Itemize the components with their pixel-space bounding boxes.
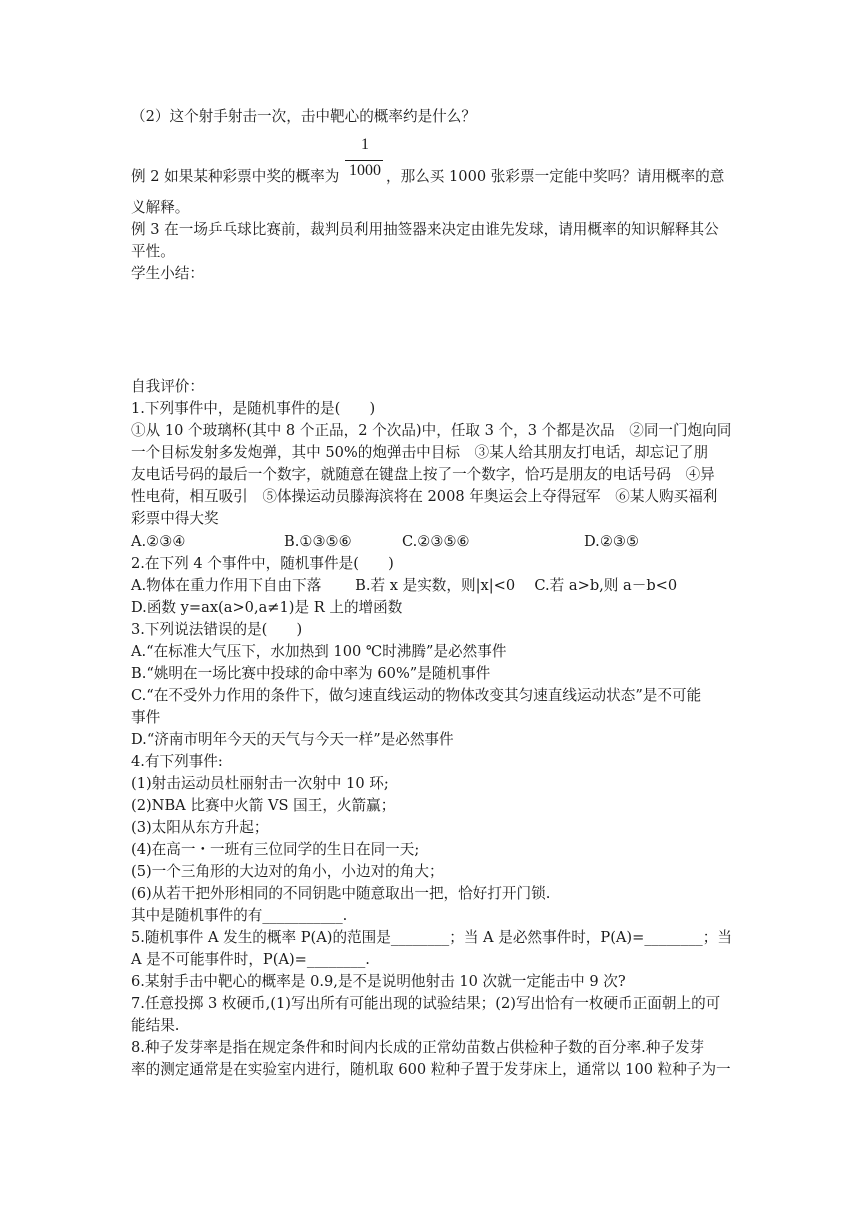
probability-fraction [345, 136, 385, 188]
question-4-item: (5)一个三角形的大边对的角小，小边对的角大； [131, 863, 444, 880]
question-1-option-a: A.②③④ [131, 533, 186, 550]
question-1-text-line: 友电话号码的最后一个数字，就随意在键盘上按了一个数字，恰巧是朋友的电话号码 ④异 [131, 466, 715, 483]
fraction-numerator: 1 [361, 136, 369, 153]
question-4-item: (1)射击运动员杜丽射击一次射中 10 环; [131, 775, 389, 792]
question-2-options-line: D.函数 y=ax(a>0,a≠1)是 R 上的增函数 [131, 599, 403, 616]
question-1-option-b: B.①③⑤⑥ [284, 533, 352, 550]
question-3-option-b: B.“姚明在一场比赛中投球的命中率为 60%”是随机事件 [131, 665, 491, 682]
question-6-line: 6.某射手击中靶心的概率是 0.9,是不是说明他射击 10 次就一定能击中 9 次? [131, 973, 626, 990]
fraction-bar [345, 160, 383, 161]
question-4-item: (2)NBA 比赛中火箭 VS 国王，火箭赢； [131, 797, 396, 814]
example-2-line-b: ，那么买 1000 张彩票一定能中奖吗？请用概率的意 [386, 168, 725, 185]
question-4-stem: 4.有下列事件: [131, 753, 223, 770]
question-7-line: 7.任意投掷 3 枚硬币,(1)写出所有可能出现的试验结果；(2)写出恰有一枚硬币正面朝上的可 [131, 995, 721, 1012]
example-2-line-c: 义解释。 [131, 199, 190, 216]
question-2-options-line: A.物体在重力作用下自由下落 B.若 x 是实数，则|x|<0 C.若 a>b,则 a－b<0 [131, 577, 678, 594]
question-7-line: 能结果. [131, 1017, 180, 1034]
example-3-line-b: 平性。 [131, 243, 175, 260]
question-1-text-line: 彩票中得大奖 [131, 510, 219, 527]
question-3-option-d: D.“济南市明年今天的天气与今天一样”是必然事件 [131, 731, 454, 748]
question-1-text-line: ①从 10 个玻璃杯(其中 8 个正品，2 个次品)中，任取 3 个，3 个都是次品 ②同一门炮向同 [131, 422, 732, 439]
question-1-option-c: C.②③⑤⑥ [402, 533, 470, 550]
question-4-item: (6)从若干把外形相同的不同钥匙中随意取出一把，恰好打开门锁. [131, 885, 551, 902]
question-4-item: (3)太阳从东方升起； [131, 819, 269, 836]
question-3-option-c: C.“在不受外力作用的条件下，做匀速直线运动的物体改变其匀速直线运动状态”是不可能 [131, 687, 702, 704]
question-1-text-line: 一个目标发射多发炮弹，其中 50%的炮弹击中目标 ③某人给其朋友打电话，却忘记了朋 [131, 444, 709, 461]
question-4-item: (4)在高一・一班有三位同学的生日在同一天; [131, 841, 420, 858]
question-3-option-c-cont: 事件 [131, 709, 161, 726]
question-1-stem: 1.下列事件中，是随机事件的是( ) [131, 400, 376, 417]
question-3-option-a: A.“在标准大气压下，水加热到 100 ℃时沸腾”是必然事件 [131, 643, 507, 660]
question-8-line: 率的测定通常是在实验室内进行，随机取 600 粒种子置于发芽床上，通常以 100 粒种子为一 [131, 1061, 731, 1078]
question-4-answer-blank: 其中是随机事件的有___________. [131, 907, 348, 924]
question-1-text-line: 性电荷，相互吸引 ⑤体操运动员滕海滨将在 2008 年奥运会上夺得冠军 ⑥某人购买福利 [131, 488, 718, 505]
fraction-denominator: 1000 [349, 162, 381, 179]
self-evaluation-heading: 自我评价： [131, 378, 204, 395]
question-2-line: （2）这个射手射击一次，击中靶心的概率约是什么？ [131, 108, 476, 125]
student-summary-heading: 学生小结： [131, 265, 204, 282]
question-5-line: A 是不可能事件时，P(A)=________. [131, 951, 370, 968]
question-3-stem: 3.下列说法错误的是( ) [131, 621, 303, 638]
question-1-option-d: D.②③⑤ [584, 533, 640, 550]
question-2-stem: 2.在下列 4 个事件中，随机事件是( ) [131, 555, 394, 572]
question-8-line: 8.种子发芽率是指在规定条件和时间内长成的正常幼苗数占供检种子数的百分率.种子发芽 [131, 1039, 705, 1056]
question-5-line: 5.随机事件 A 发生的概率 P(A)的范围是________；当 A 是必然事件时，P(A)=________；当 [131, 929, 732, 946]
example-3-line-a: 例 3 在一场乒乓球比赛前，裁判员利用抽签器来决定由谁先发球，请用概率的知识解释其公 [131, 221, 719, 238]
example-2-line-a: 例 2 如果某种彩票中奖的概率为 [131, 168, 340, 185]
